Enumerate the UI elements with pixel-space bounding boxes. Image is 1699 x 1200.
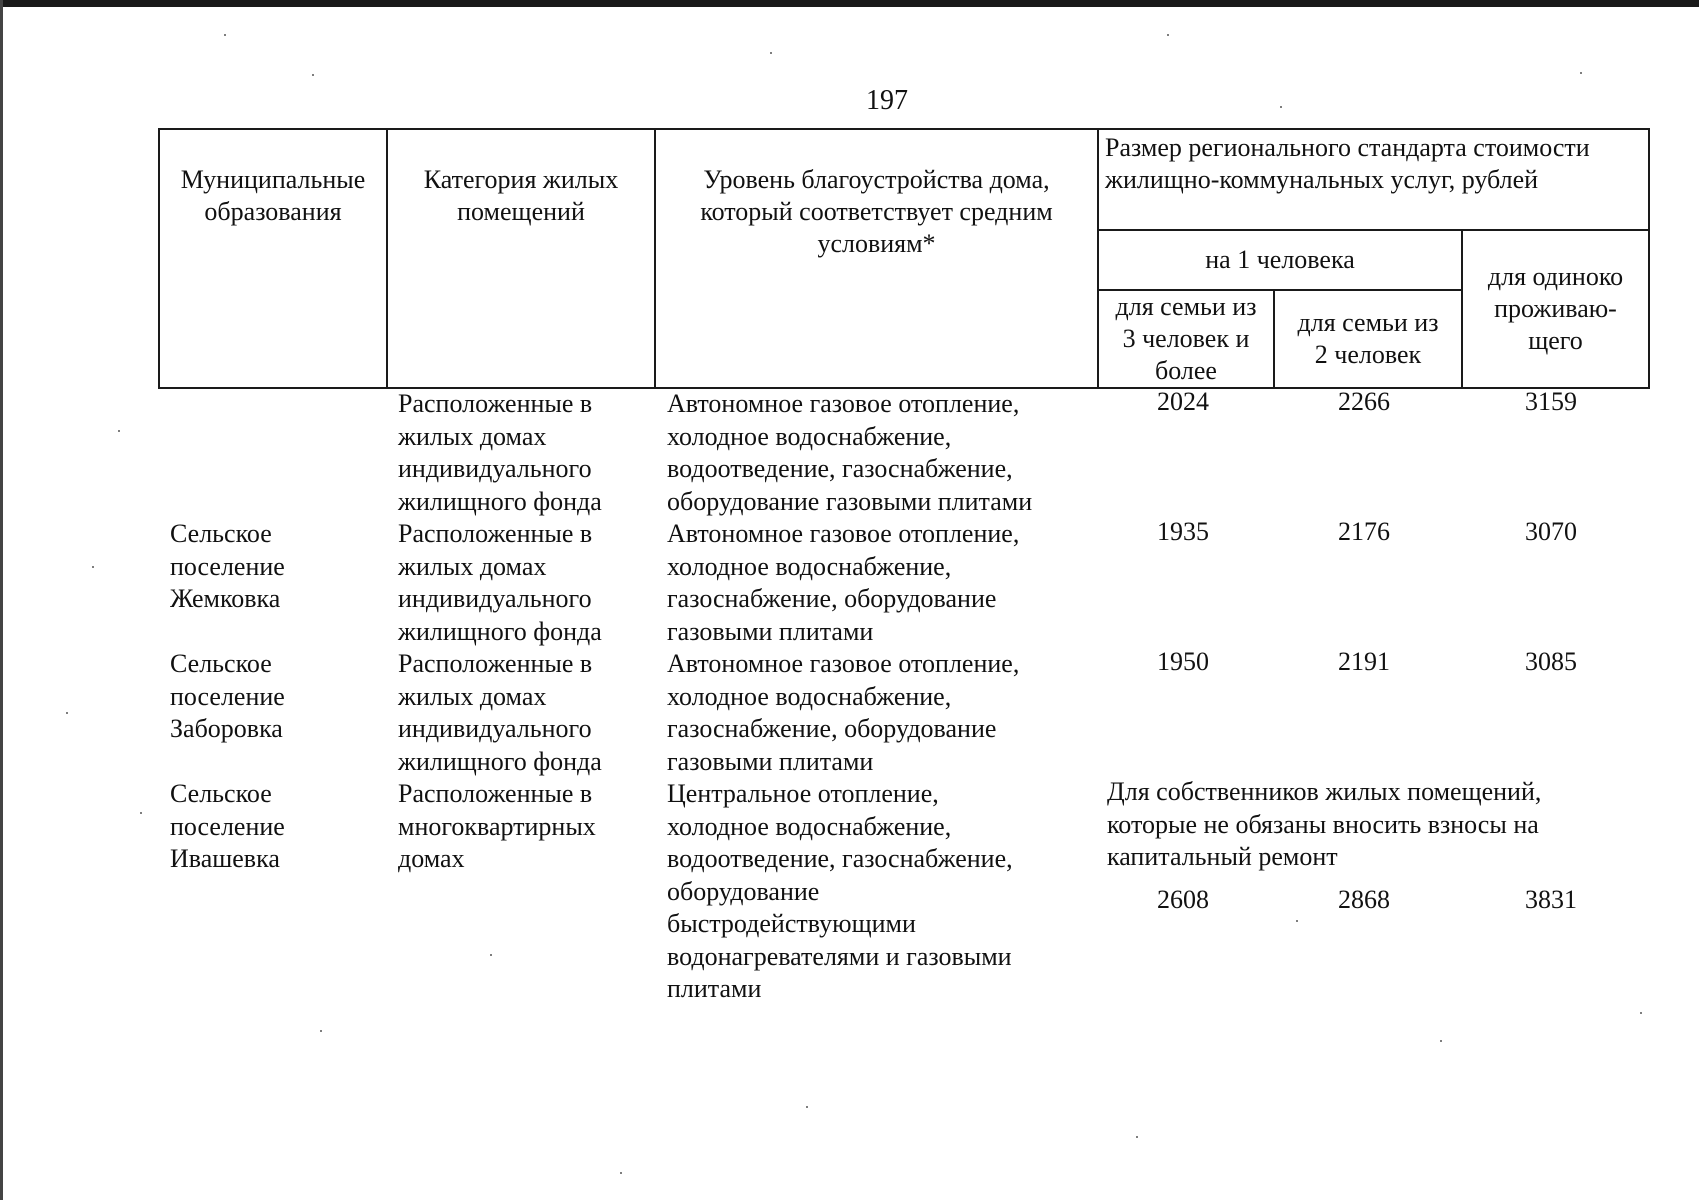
row-4-level: Центральное отопление, холодное водоснабжение, водоотведение, газоснабжение, оборудование быстродействующими водонагревателями и газовыми плитами bbox=[667, 779, 1013, 1003]
row-2-family2: 2176 bbox=[1338, 517, 1390, 546]
header-municipality bbox=[159, 129, 387, 388]
header-family2-label: для семьи из 2 человек bbox=[1297, 308, 1439, 369]
row-4-category: Расположенные в многоквартирных домах bbox=[398, 779, 596, 873]
scan-speck bbox=[620, 1172, 622, 1174]
table-header bbox=[158, 128, 1650, 389]
row-1-family2: 2266 bbox=[1338, 387, 1390, 416]
header-level-label: Уровень благоустройства дома, который соответствует средним условиям* bbox=[700, 165, 1053, 258]
page-number: 197 bbox=[866, 85, 908, 116]
page-top-border bbox=[0, 0, 1699, 7]
scan-speck bbox=[770, 52, 772, 54]
row-3-family2: 2191 bbox=[1338, 647, 1390, 676]
header-standard-size-label: Размер регионального стандарта стоимости жилищно-коммунальных услуг, рублей bbox=[1105, 133, 1590, 194]
header-category bbox=[387, 129, 655, 388]
header-standard-size bbox=[1098, 129, 1649, 230]
row-2-level: Автономное газовое отопление, холодное водоснабжение, газоснабжение, оборудование газовыми плитами bbox=[667, 519, 1020, 646]
row-1-single: 3159 bbox=[1525, 387, 1577, 416]
row-4-municipality: Сельское поселение Ивашевка bbox=[170, 779, 285, 873]
row-2-family3: 1935 bbox=[1157, 517, 1209, 546]
scan-speck bbox=[1296, 920, 1298, 922]
header-per-person-label: на 1 человека bbox=[1205, 245, 1355, 274]
row-4-note: Для собственников жилых помещений, которые не обязаны вносить взносы на капитальный ремонт bbox=[1107, 777, 1542, 871]
scan-speck bbox=[1136, 1136, 1138, 1138]
row-2-municipality: Сельское поселение Жемковка bbox=[170, 519, 285, 613]
scan-speck bbox=[312, 74, 314, 76]
scan-speck bbox=[1440, 1040, 1442, 1042]
header-category-label: Категория жилых помещений bbox=[423, 165, 619, 226]
row-1-level: Автономное газовое отопление, холодное водоснабжение, водоотведение, газоснабжение, оборудование газовыми плитами bbox=[667, 389, 1033, 516]
page-left-border bbox=[0, 0, 3, 1200]
scan-speck bbox=[92, 566, 94, 568]
scan-speck bbox=[1167, 34, 1169, 36]
row-3-category: Расположенные в жилых домах индивидуального жилищного фонда bbox=[398, 649, 602, 776]
row-3-municipality: Сельское поселение Заборовка bbox=[170, 649, 285, 743]
scan-speck bbox=[1580, 72, 1582, 74]
row-1-family3: 2024 bbox=[1157, 387, 1209, 416]
scan-speck bbox=[806, 1106, 808, 1108]
scan-speck bbox=[224, 34, 226, 36]
row-3-single: 3085 bbox=[1525, 647, 1577, 676]
scan-speck bbox=[118, 430, 120, 432]
header-single bbox=[1462, 230, 1649, 388]
scan-speck bbox=[140, 812, 142, 814]
scan-speck bbox=[1280, 106, 1282, 108]
header-family3 bbox=[1098, 290, 1274, 388]
header-municipality-label: Муниципальные образования bbox=[180, 165, 366, 226]
row-2-single: 3070 bbox=[1525, 517, 1577, 546]
row-4-family3: 2608 bbox=[1157, 885, 1209, 914]
header-single-label: для одиноко проживаю-щего bbox=[1487, 262, 1624, 355]
scan-speck bbox=[1640, 1012, 1642, 1014]
header-family3-label: для семьи из 3 человек и более bbox=[1115, 292, 1257, 385]
row-3-family3: 1950 bbox=[1157, 647, 1209, 676]
header-per-person bbox=[1098, 230, 1462, 290]
scan-speck bbox=[66, 712, 68, 714]
header-level bbox=[655, 129, 1098, 388]
row-1-category: Расположенные в жилых домах индивидуального жилищного фонда bbox=[398, 389, 602, 516]
scan-speck bbox=[320, 1030, 322, 1032]
row-2-category: Расположенные в жилых домах индивидуального жилищного фонда bbox=[398, 519, 602, 646]
row-3-level: Автономное газовое отопление, холодное водоснабжение, газоснабжение, оборудование газовыми плитами bbox=[667, 649, 1020, 776]
row-4-single: 3831 bbox=[1525, 885, 1577, 914]
scan-speck bbox=[490, 954, 492, 956]
row-4-family2: 2868 bbox=[1338, 885, 1390, 914]
header-family2 bbox=[1274, 290, 1462, 388]
